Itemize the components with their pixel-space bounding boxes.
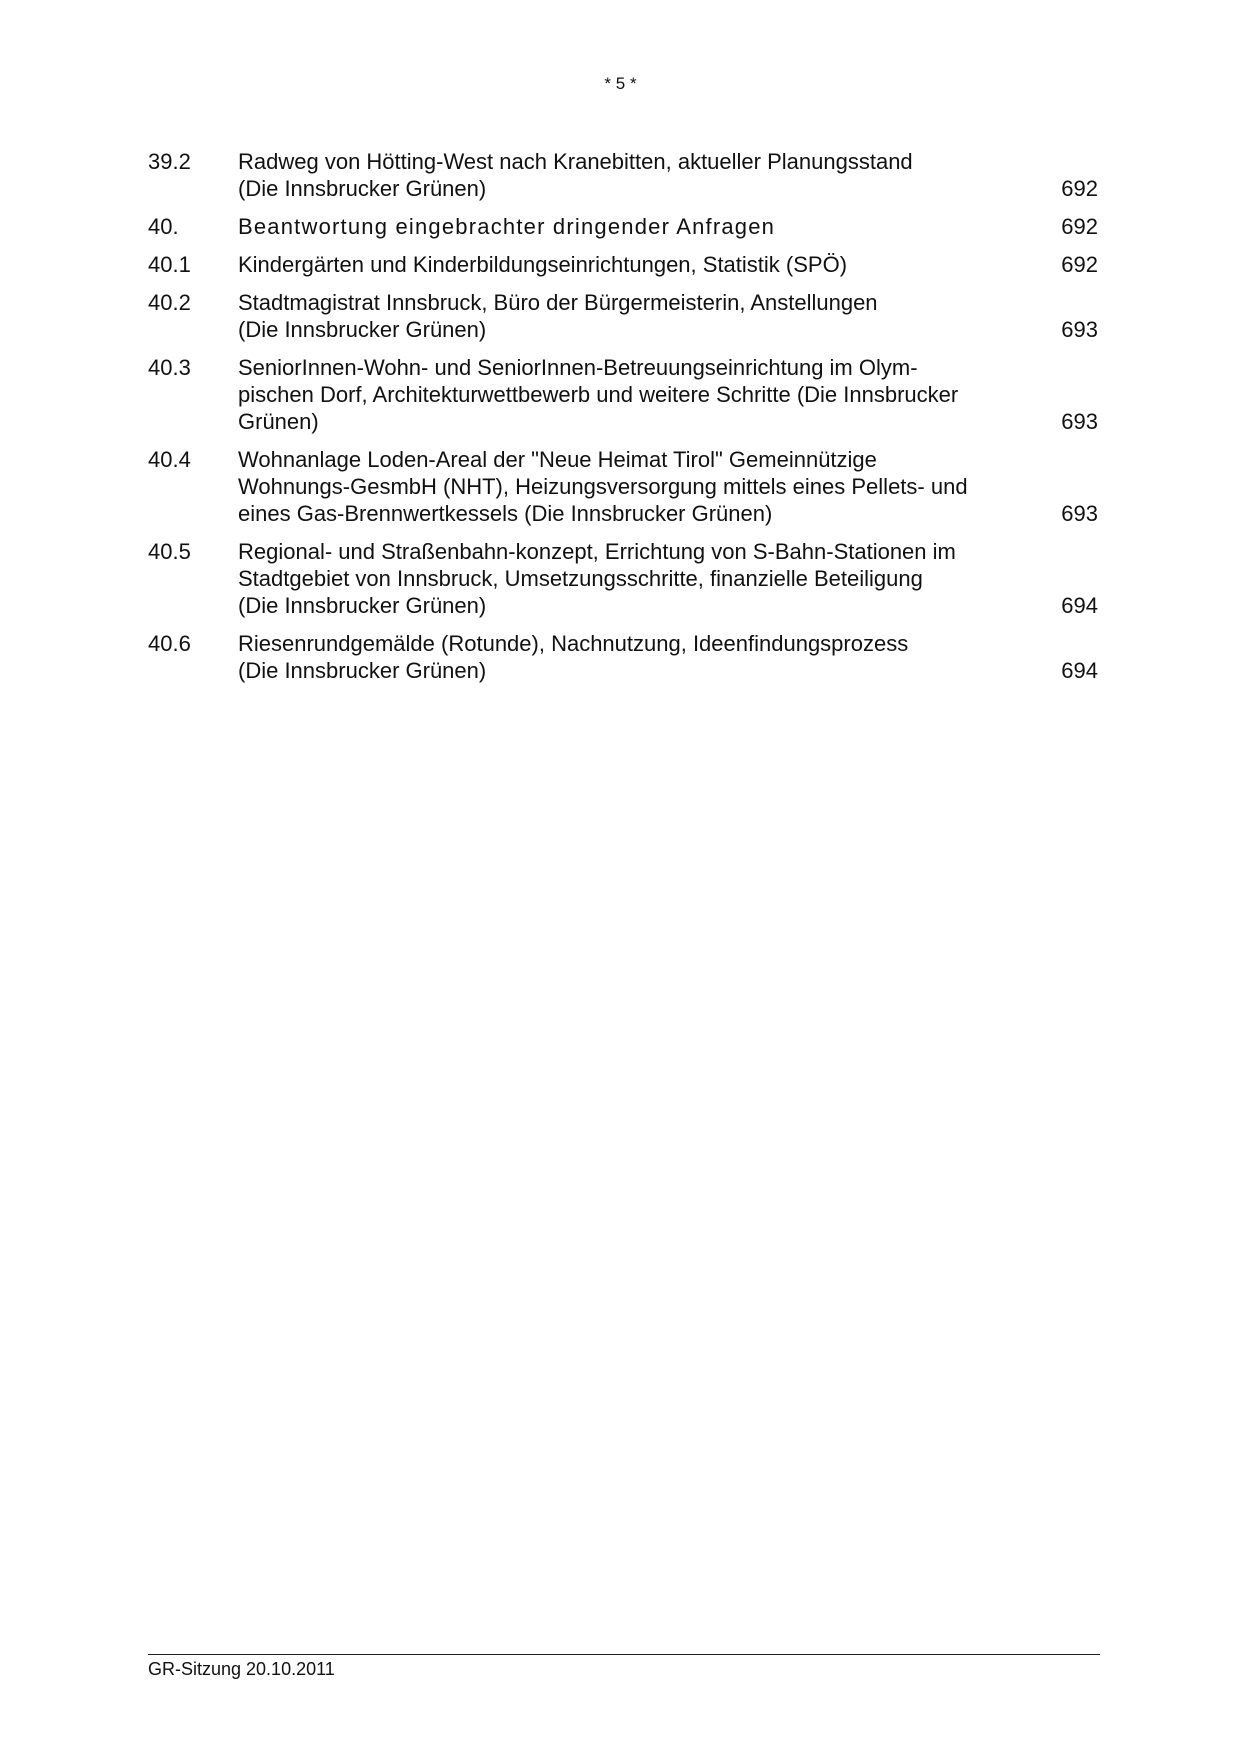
toc-entry-title — [238, 446, 1048, 527]
toc-entry-page: 693 — [1061, 501, 1098, 526]
toc-entry-title-line: Grünen) — [238, 409, 319, 434]
toc-entry-page: 692 — [1061, 176, 1098, 201]
toc-entry-title — [238, 213, 1048, 240]
table-of-contents — [148, 148, 1098, 695]
toc-entry-title-line: Beantwortung eingebrachter dringender Anfragen — [238, 214, 776, 239]
toc-entry-number: 40.2 — [148, 290, 191, 315]
toc-entry — [148, 446, 1098, 527]
toc-entry-title-line: Wohnungs-GesmbH (NHT), Heizungsversorgung mittels eines Pellets- und — [238, 474, 968, 499]
toc-entry — [148, 213, 1098, 240]
toc-entry-title-line: Stadtgebiet von Innsbruck, Umsetzungsschritte, finanzielle Beteiligung — [238, 566, 923, 591]
toc-entry-number: 40.6 — [148, 631, 191, 656]
toc-entry-title-line: pischen Dorf, Architekturwettbewerb und weitere Schritte (Die Innsbrucker — [238, 382, 959, 407]
toc-entry-page: 694 — [1061, 658, 1098, 683]
toc-entry-title — [238, 538, 1048, 619]
toc-entry — [148, 630, 1098, 684]
toc-entry-title — [238, 289, 1048, 343]
toc-entry-title-line: eines Gas-Brennwertkessels (Die Innsbrucker Grünen) — [238, 501, 773, 526]
toc-entry-number: 40.4 — [148, 447, 191, 472]
toc-entry — [148, 538, 1098, 619]
page-number: * 5 * — [604, 74, 637, 93]
toc-entry-title-line: (Die Innsbrucker Grünen) — [238, 593, 487, 618]
toc-entry-title-line: Stadtmagistrat Innsbruck, Büro der Bürgermeisterin, Anstellungen — [238, 290, 878, 315]
toc-entry-number: 40.5 — [148, 539, 191, 564]
toc-entry — [148, 251, 1098, 278]
footer-divider — [148, 1654, 1100, 1655]
toc-entry-number: 40. — [148, 214, 179, 239]
toc-entry-title-line: SeniorInnen-Wohn- und SeniorInnen-Betreuungseinrichtung im Olym- — [238, 355, 918, 380]
toc-entry-title-line: Radweg von Hötting-West nach Kranebitten, aktueller Planungsstand — [238, 149, 913, 174]
toc-entry-title-line: Wohnanlage Loden-Areal der "Neue Heimat Tirol" Gemeinnützige — [238, 447, 877, 472]
toc-entry — [148, 289, 1098, 343]
toc-entry-page: 694 — [1061, 593, 1098, 618]
toc-entry-page: 692 — [1061, 252, 1098, 277]
footer-session-date: GR-Sitzung 20.10.2011 — [148, 1659, 335, 1679]
toc-entry-title-line: Regional- und Straßenbahn-konzept, Errichtung von S-Bahn-Stationen im — [238, 539, 956, 564]
toc-entry-title — [238, 354, 1048, 435]
toc-entry-title — [238, 148, 1048, 202]
toc-entry-page: 693 — [1061, 317, 1098, 342]
toc-entry-number: 39.2 — [148, 149, 191, 174]
toc-entry — [148, 148, 1098, 202]
toc-entry-title-line: Kindergärten und Kinderbildungseinrichtungen, Statistik (SPÖ) — [238, 252, 848, 277]
toc-entry-page: 692 — [1061, 214, 1098, 239]
toc-entry-number: 40.1 — [148, 252, 191, 277]
toc-entry-title-line: Riesenrundgemälde (Rotunde), Nachnutzung, Ideenfindungsprozess — [238, 631, 909, 656]
toc-entry — [148, 354, 1098, 435]
toc-entry-number: 40.3 — [148, 355, 191, 380]
toc-entry-title-line: (Die Innsbrucker Grünen) — [238, 317, 487, 342]
toc-entry-title-line: (Die Innsbrucker Grünen) — [238, 176, 487, 201]
toc-entry-title-line: (Die Innsbrucker Grünen) — [238, 658, 487, 683]
toc-entry-title — [238, 251, 1048, 278]
toc-entry-title — [238, 630, 1048, 684]
toc-entry-page: 693 — [1061, 409, 1098, 434]
